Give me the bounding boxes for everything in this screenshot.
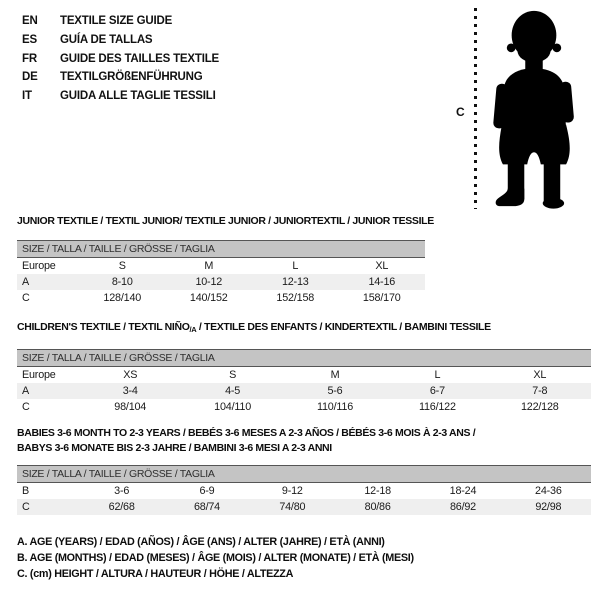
table-cell: 122/128 [520,401,559,413]
table-cell: 6-7 [429,385,445,397]
table-cell: 98/104 [114,401,147,413]
children-title-post: / TEXTILE DES ENFANTS / KINDERTEXTIL / BAMBINI TESSILE [196,321,491,333]
table-cell: S [118,260,126,272]
table-cell: 12-18 [364,485,391,497]
language-code: IT [22,90,32,103]
table-cell: 24-36 [535,485,562,497]
table-cell: 92/98 [535,501,562,513]
babies-table-title [17,426,497,455]
table-row [17,383,591,399]
junior-size-table [17,240,425,306]
size-header-bar: SIZE / TALLA / TAILLE / GRÖSSE / TAGLIA [17,349,591,367]
table-cell: 74/80 [279,501,306,513]
language-code: EN [22,15,38,27]
babies-size-table [17,465,591,515]
row-label: A [22,276,30,288]
babies-title-line1: BABIES 3-6 MONTH TO 2-3 YEARS / BEBÉS 3-6 MESES A 2-3 AÑOS / BÉBÉS 3-6 MOIS À 2-3 ANS / [17,427,476,439]
row-label: Europe [22,369,56,381]
table-cell: 6-9 [199,485,215,497]
footnote-line: A. AGE (YEARS) / EDAD (AÑOS) / ÂGE (ANS) / ALTER (JAHRE) / ETÀ (ANNI) [17,536,385,548]
table-cell: 12-13 [281,276,309,288]
table-cell: 3-4 [122,385,138,397]
language-code: DE [22,71,38,84]
table-cell: M [204,260,214,272]
footnote-line: B. AGE (MONTHS) / EDAD (MESES) / ÂGE (MOIS) / ALTER (MONATE) / ETÀ (MESI) [17,552,414,564]
language-row [22,68,219,87]
table-row [17,274,425,290]
table-cell: XS [123,369,138,381]
table-cell: 7-8 [532,385,548,397]
table-row [17,367,591,383]
table-rows [17,258,425,306]
language-label: GUÍA DE TALLAS [60,33,153,46]
table-row [17,290,425,306]
language-code: ES [22,33,37,46]
table-rows [17,483,591,515]
children-title-pre: CHILDREN'S TEXTILE / TEXTIL NIÑO [17,321,190,333]
table-cell: 140/152 [189,292,228,304]
table-cell: 8-10 [111,276,133,288]
height-dashed-line [474,8,477,209]
table-row [17,499,591,515]
figure [450,0,600,220]
table-cell: XL [375,260,389,272]
table-cell: L [292,260,299,272]
row-label: C [22,501,30,513]
footnotes [17,534,414,582]
children-title-sub: /A [189,325,197,334]
table-cell: 4-5 [225,385,241,397]
table-cell: 5-6 [327,385,343,397]
row-label: Europe [22,260,56,272]
language-label: GUIDA ALLE TAGLIE TESSILI [60,90,216,103]
table-cell: 86/92 [449,501,476,513]
table-cell: 9-12 [281,485,303,497]
size-header-bar: SIZE / TALLA / TAILLE / GRÖSSE / TAGLIA [17,240,425,258]
language-label: TEXTILE SIZE GUIDE [60,15,173,27]
table-row [17,483,591,499]
baby-silhouette-icon [488,8,580,212]
table-cell: 116/122 [418,401,456,413]
table-cell: 18-24 [449,485,477,497]
table-cell: 80/86 [364,501,391,513]
table-cell: 14-16 [368,276,396,288]
language-label: GUIDE DES TAILLES TEXTILE [60,52,219,65]
table-cell: 62/68 [108,501,135,513]
junior-table-title: JUNIOR TEXTILE / TEXTIL JUNIOR/ TEXTILE JUNIOR / JUNIORTEXTIL / JUNIOR TESSILE [17,215,434,227]
size-header-bar: SIZE / TALLA / TAILLE / GRÖSSE / TAGLIA [17,465,591,483]
language-code: FR [22,52,37,65]
height-label-c: C [456,105,465,119]
language-row [22,12,219,31]
table-cell: XL [533,369,547,381]
table-row [17,258,425,274]
footnote-line: C. (cm) HEIGHT / ALTURA / HAUTEUR / HÖHE / ALTEZZA [17,568,294,580]
table-cell: 110/116 [316,401,353,413]
row-label: C [22,401,30,413]
table-cell: 128/140 [103,292,142,304]
table-cell: 158/170 [362,292,401,304]
table-cell: S [229,369,237,381]
children-size-table [17,349,591,415]
language-guide [22,12,219,106]
table-cell: M [330,369,340,381]
table-cell: L [434,369,441,381]
table-cell: 3-6 [114,485,130,497]
table-cell: 152/158 [276,292,315,304]
row-label: C [22,292,30,304]
table-cell: 68/74 [193,501,220,513]
language-row [22,50,219,69]
babies-title-line2: BABYS 3-6 MONATE BIS 2-3 JAHRE / BAMBINI 3-6 MESI A 2-3 ANNI [17,441,332,454]
table-cell: 10-12 [195,276,223,288]
children-table-title [17,321,491,334]
table-row [17,399,591,415]
language-label: TEXTILGRÖßENFÜHRUNG [60,71,203,84]
table-rows [17,367,591,415]
row-label: A [22,385,30,397]
language-row [22,87,219,106]
row-label: B [22,485,30,497]
table-cell: 104/110 [214,401,251,413]
language-row [22,31,219,50]
